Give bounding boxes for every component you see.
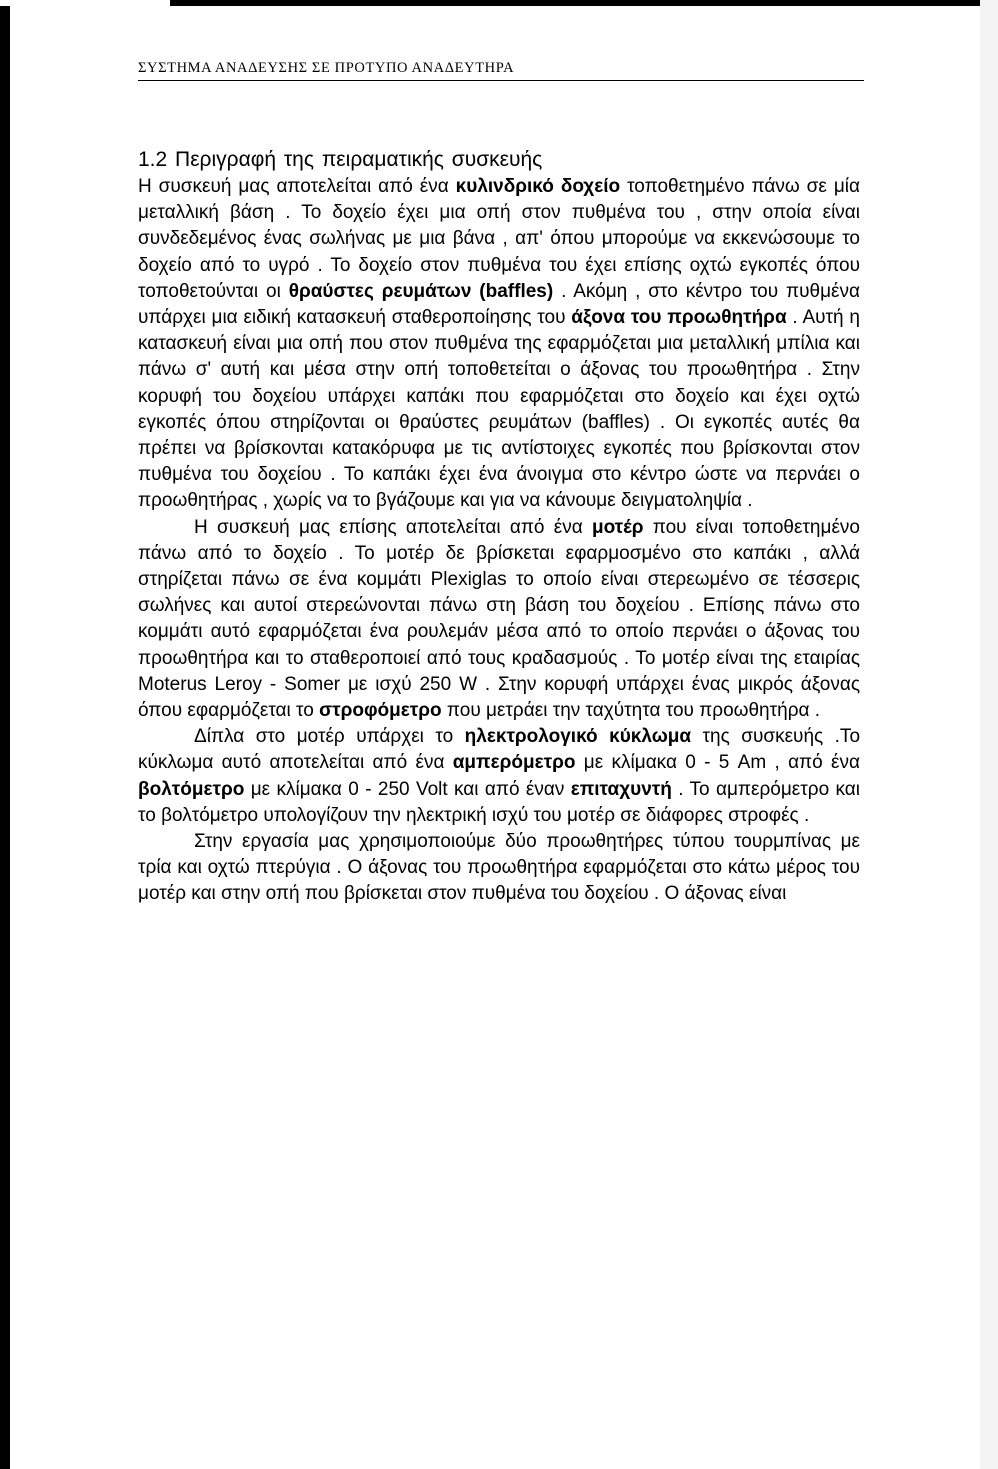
scan-edge-right	[980, 0, 998, 1469]
paragraph-text	[138, 724, 860, 829]
document-body	[138, 146, 860, 908]
text-run: που είναι τοποθετημένο πάνω από το δοχείο . Το μοτέρ δε βρίσκεται εφαρμοσμένο στο καπάκι , αλλά στηρίζεται πάνω σε ένα κομμάτι Plexiglas το οποίο είναι στερεωμένο σε τέσσερις σωλήνες και αυτοί στερεώνονται πάνω στη βάση του δοχείου . Επίσης πάνω στο κομμάτι αυτό εφαρμόζεται ένα ρουλεμάν μέσα από το οποίο περνάει ο άξονας του προωθητήρα και το σταθεροποιεί από τους κραδασμούς . Το μοτέρ είναι της εταιρίας Moterus Leroy - Somer με ισχύ 250 W . Στην κορυφή υπάρχει ένας μικρός άξονας όπου εφαρμόζεται το	[138, 516, 860, 722]
bold-term: επιταχυντή	[570, 778, 672, 800]
bold-term: αμπερόμετρο	[452, 752, 576, 774]
bold-term: μοτέρ	[591, 516, 644, 538]
paragraph-1	[138, 174, 860, 515]
bold-term: βολτόμετρο	[138, 778, 245, 800]
text-run: τοποθετημένο πάνω σε μία μεταλλική βάση . Το δοχείο έχει μια οπή στον πυθμένα του , στην οποία είναι συνδεδεμένος ένας σωλήνας με μια βάνα , απ' όπου μπορούμε να εκκενώσουμε το δοχείο από το υγρό . Το δοχείο στον πυθμένα του έχει επίσης οχτώ εγκοπές όπου τοποθετούνται οι	[138, 176, 860, 302]
paragraph-3	[138, 724, 860, 829]
paragraph-text	[138, 829, 860, 908]
paragraph-text	[138, 515, 860, 725]
text-run: Η συσκευή μας επίσης αποτελείται από ένα	[194, 516, 592, 538]
text-run: Η συσκευή μας αποτελείται από ένα	[138, 176, 456, 197]
section-heading: 1.2 Περιγραφή της πειραματικής συσκευής	[138, 148, 543, 171]
paragraph-2	[138, 515, 860, 725]
paragraph-text	[138, 174, 860, 515]
text-run: με κλίμακα 0 - 5 Am , από ένα	[575, 752, 860, 774]
text-run: με κλίμακα 0 - 250 Volt και από έναν	[244, 778, 571, 800]
text-run: . Το αμπερόμετρο και το βολτόμετρο υπολογίζουν την ηλεκτρική ισχύ του μοτέρ σε διάφορες στροφές .	[138, 778, 860, 826]
text-run: που μετράει την ταχύτητα του προωθητήρα .	[441, 700, 821, 722]
text-run: της συσκευής .Το κύκλωμα αυτό αποτελείται από ένα	[138, 726, 861, 774]
bold-term: στροφόμετρο	[319, 700, 442, 722]
running-header: ΣΥΣΤΗΜΑ ΑΝΑΔΕΥΣΗΣ ΣΕ ΠΡΟΤΥΠΟ ΑΝΑΔΕΥΤΗΡΑ	[138, 60, 864, 81]
bold-term: άξονα του προωθητήρα	[571, 307, 787, 329]
paragraph-4	[138, 829, 860, 908]
text-run: Δίπλα στο μοτέρ υπάρχει το	[194, 726, 465, 748]
text-run: . Ακόμη , στο κέντρο του πυθμένα υπάρχει μια ειδική κατασκευή σταθεροποίησης του	[138, 280, 860, 329]
bold-term: κυλινδρικό δοχείο	[455, 176, 621, 197]
bold-term: ηλεκτρολογικό κύκλωμα	[464, 726, 692, 748]
text-run: . Αυτή η κατασκευή είναι μια οπή που στον πυθμένα της εφαρμόζεται μια μεταλλική μπίλια και πάνω σ' αυτή και μέσα στην οπή τοποθετείται ο άξονας του προωθητήρα . Στην κορυφή του δοχείου υπάρχει καπάκι που εφαρμόζεται στο δοχείο και έχει οχτώ εγκοπές όπου στηρίζονται οι θραύστες ρευμάτων (baffles) . Οι εγκοπές αυτές θα πρέπει να βρίσκονται κατακόρυφα με τις αντίστοιχες εγκοπές που βρίσκονται στον πυθμένα του δοχείου . Το καπάκι έχει ένα άνοιγμα στο κέντρο ώστε να περνάει ο προωθητήρας , χωρίς να το βγάζουμε και για να κάνουμε δειγματοληψία .	[138, 307, 860, 512]
text-run: Στην εργασία μας χρησιμοποιούμε δύο προωθητήρες τύπου τουρμπίνας με τρία και οχτώ πτερύγια . Ο άξονας του προωθητήρα εφαρμόζεται στο κάτω μέρος του μοτέρ και στην οπή που βρίσκεται στον πυθμένα του δοχείου . Ο άξονας είναι	[138, 831, 860, 905]
bold-term: θραύστες ρευμάτων (baffles)	[288, 280, 554, 302]
